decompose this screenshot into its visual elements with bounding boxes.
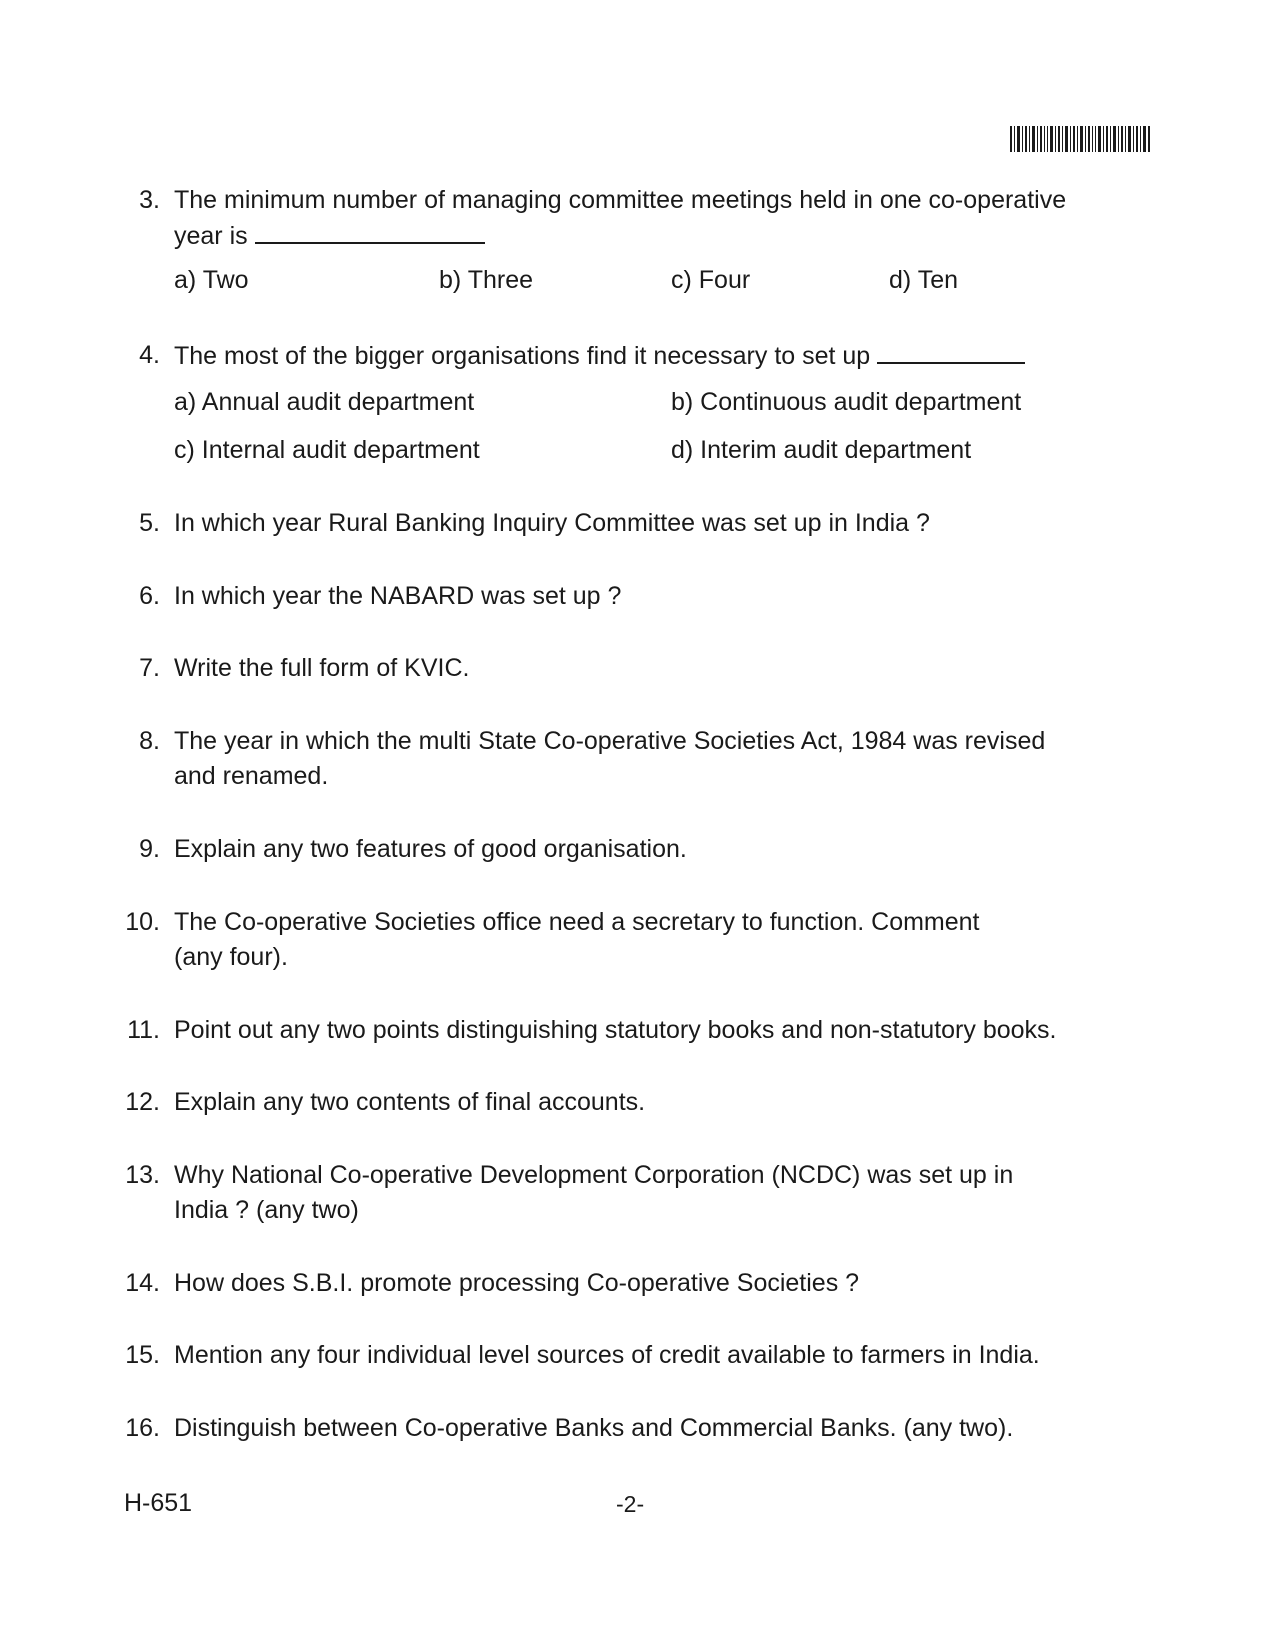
question-text: Mention any four individual level sources of credit available to farmers in India. — [174, 1341, 1040, 1369]
question-6 — [118, 579, 1158, 614]
answer-blank — [877, 338, 1025, 364]
question-14 — [118, 1266, 1158, 1301]
question-number: 12. — [125, 1088, 160, 1116]
question-4 — [118, 338, 1158, 374]
question-text: How does S.B.I. promote processing Co-operative Societies ? — [174, 1269, 860, 1297]
question-16 — [118, 1411, 1158, 1446]
option-c: c) Four — [671, 266, 751, 294]
question-9 — [118, 832, 1158, 867]
question-text: Explain any two features of good organisation. — [174, 835, 687, 863]
question-text: Explain any two contents of final accounts. — [174, 1088, 646, 1116]
option-a: a) Two — [174, 266, 249, 294]
question-text: Distinguish between Co-operative Banks and Commercial Banks. (any two). — [174, 1414, 1014, 1442]
question-text: In which year the NABARD was set up ? — [174, 582, 622, 610]
question-7 — [118, 651, 1158, 686]
question-5 — [118, 506, 1158, 541]
question-text: In which year Rural Banking Inquiry Committee was set up in India ? — [174, 509, 930, 537]
question-10 — [118, 905, 1158, 975]
question-number: 8. — [139, 727, 160, 755]
question-text: The Co-operative Societies office need a secretary to function. Comment — [174, 908, 980, 936]
question-text-continued: India ? (any two) — [174, 1196, 359, 1224]
question-11 — [118, 1013, 1158, 1048]
question-15 — [118, 1338, 1158, 1373]
question-number: 5. — [139, 509, 160, 537]
option-d: d) Interim audit department — [671, 436, 972, 464]
question-number: 4. — [139, 341, 160, 369]
question-number: 11. — [127, 1016, 160, 1044]
question-number: 6. — [139, 582, 160, 610]
question-number: 7. — [139, 654, 160, 682]
option-b: b) Three — [439, 266, 534, 294]
question-text-continued: and renamed. — [174, 762, 329, 790]
option-a: a) Annual audit department — [174, 388, 475, 416]
option-c: c) Internal audit department — [174, 436, 480, 464]
question-number: 3. — [139, 186, 160, 214]
question-8 — [118, 724, 1158, 794]
page-number: -2- — [616, 1491, 645, 1517]
question-number: 15. — [125, 1341, 160, 1369]
option-d: d) Ten — [889, 266, 959, 294]
question-text: The minimum number of managing committee meetings held in one co-operative — [174, 186, 1067, 214]
question-number: 13. — [125, 1161, 160, 1189]
question-number: 10. — [125, 908, 160, 936]
paper-code: H-651 — [124, 1489, 193, 1517]
question-text: The most of the bigger organisations find it necessary to set up — [174, 342, 871, 370]
question-text: The year in which the multi State Co-operative Societies Act, 1984 was revised — [174, 727, 1046, 755]
question-number: 16. — [125, 1414, 160, 1442]
question-12 — [118, 1085, 1158, 1120]
question-text-continued: (any four). — [174, 943, 288, 971]
question-3 — [118, 183, 1158, 254]
question-13 — [118, 1158, 1158, 1228]
answer-blank — [255, 218, 485, 244]
question-text: Write the full form of KVIC. — [174, 654, 470, 682]
option-b: b) Continuous audit department — [671, 388, 1022, 416]
question-text-continued: year is — [174, 222, 248, 250]
question-text: Why National Co-operative Development Corporation (NCDC) was set up in — [174, 1161, 1014, 1189]
question-text: Point out any two points distinguishing statutory books and non-statutory books. — [174, 1016, 1057, 1044]
question-number: 14. — [125, 1269, 160, 1297]
question-number: 9. — [139, 835, 160, 863]
barcode-icon — [1010, 126, 1150, 152]
